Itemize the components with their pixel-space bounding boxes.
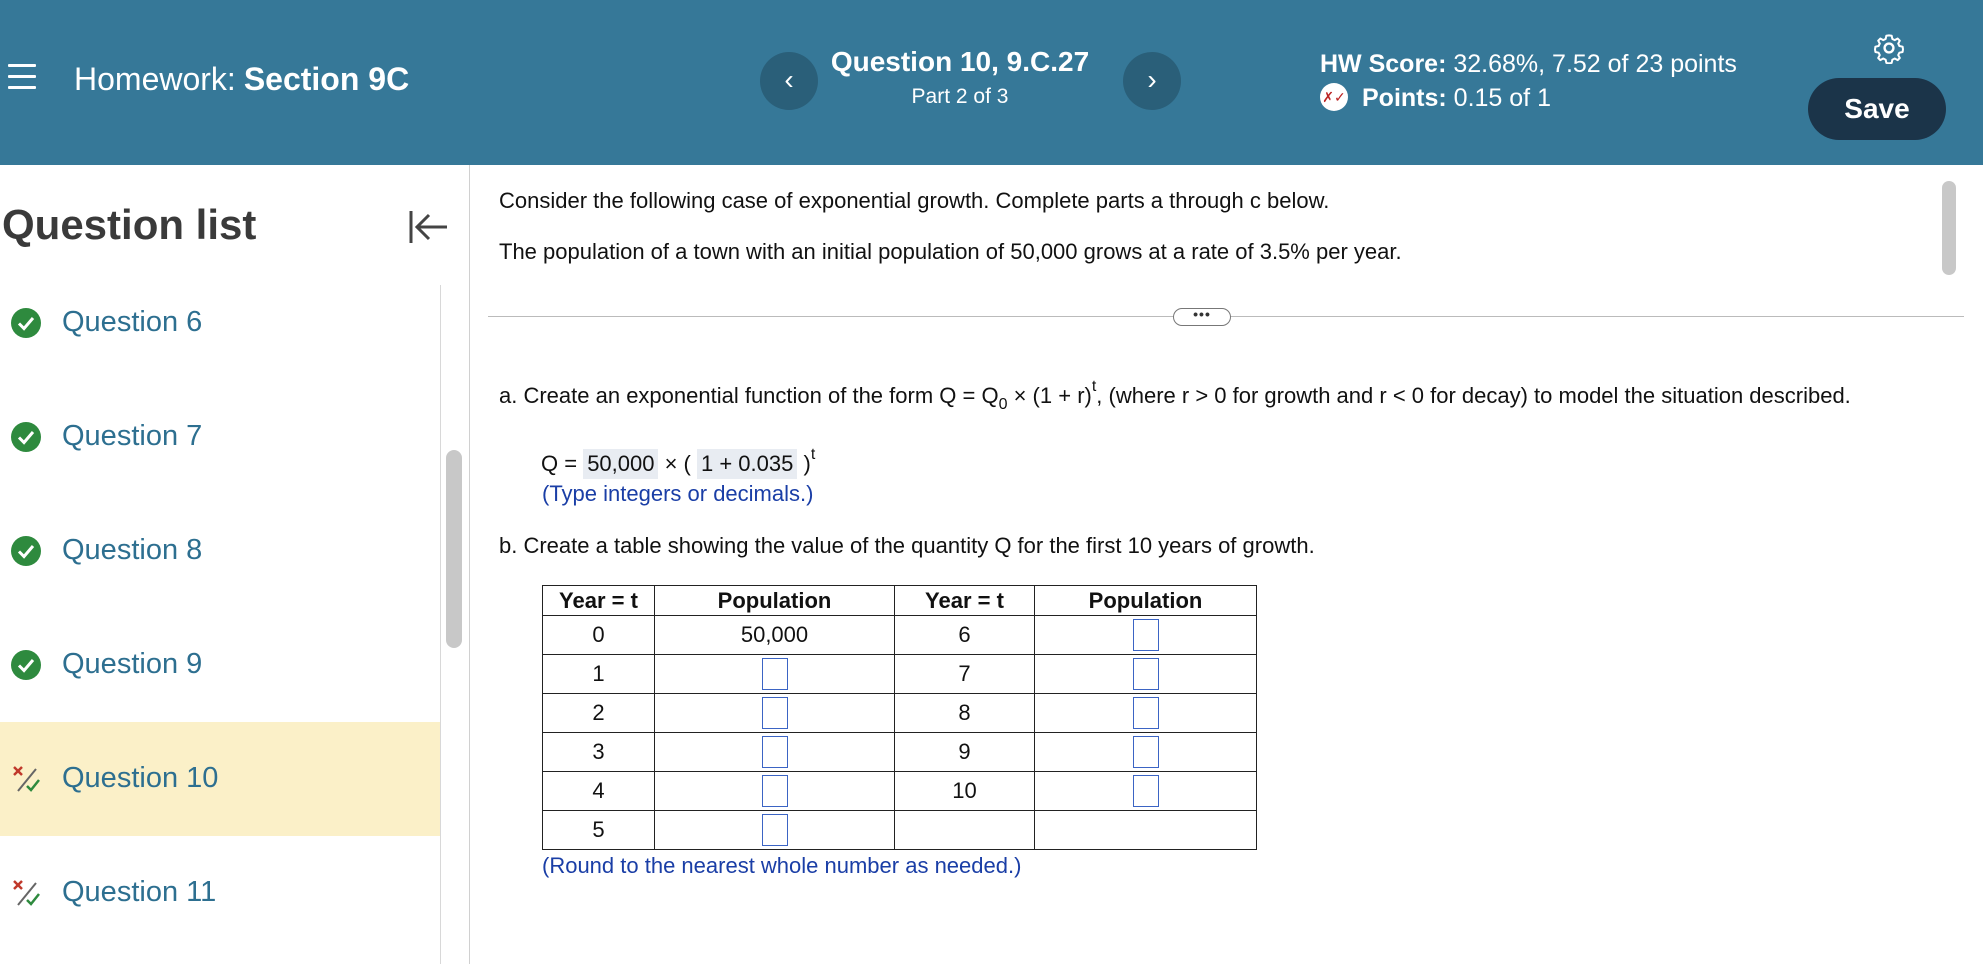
- population-input-year-6[interactable]: [1133, 619, 1159, 651]
- question-list-sidebar: [0, 165, 440, 964]
- expand-more-button[interactable]: •••: [1173, 308, 1231, 326]
- question-list-item-6[interactable]: [0, 266, 440, 380]
- question-scenario: The population of a town with an initial population of 50,000 grows at a rate of 3.5% per year.: [499, 239, 1402, 264]
- population-cell: [1035, 616, 1257, 655]
- population-cell: [655, 694, 895, 733]
- year-cell: 10: [895, 772, 1035, 811]
- partial-credit-icon: ✗✓: [1320, 83, 1348, 111]
- top-header: [0, 0, 1983, 165]
- population-cell: [1035, 694, 1257, 733]
- part-a-text: × (1 + r): [1007, 383, 1092, 408]
- year-cell: 7: [895, 655, 1035, 694]
- question-label: Question 11: [62, 876, 217, 908]
- homework-title: [74, 61, 409, 98]
- question-title: Question 10, 9.C.27: [830, 46, 1090, 77]
- partial-credit-icon: [10, 763, 42, 795]
- table-header: Population: [1035, 586, 1257, 616]
- empty-cell: [1035, 811, 1257, 850]
- equation-exponent: t: [810, 446, 816, 463]
- population-input-year-9[interactable]: [1133, 736, 1159, 768]
- prev-question-button[interactable]: ‹: [760, 52, 818, 110]
- population-cell: [1035, 772, 1257, 811]
- population-input-year-10[interactable]: [1133, 775, 1159, 807]
- growth-factor-answer[interactable]: 1 + 0.035: [697, 449, 797, 479]
- population-cell: [655, 655, 895, 694]
- population-cell: [655, 733, 895, 772]
- section-name: Section 9C: [243, 61, 410, 97]
- population-input-year-7[interactable]: [1133, 658, 1159, 690]
- population-cell: [655, 811, 895, 850]
- sidebar-scrollbar[interactable]: [446, 450, 462, 648]
- year-cell: 3: [543, 733, 655, 772]
- year-cell: 0: [543, 616, 655, 655]
- equation-text: Q =: [541, 451, 584, 476]
- question-part: Part 2 of 3: [911, 85, 1009, 108]
- part-a-subscript: 0: [998, 396, 1008, 413]
- question-label: Question 9: [62, 648, 203, 680]
- equation-text: ): [797, 451, 811, 476]
- collapse-sidebar-icon[interactable]: [405, 205, 449, 249]
- part-a-hint: (Type integers or decimals.): [542, 481, 814, 506]
- hw-score-label: HW Score:: [1320, 50, 1447, 78]
- table-row: [543, 616, 1257, 655]
- table-row: [543, 733, 1257, 772]
- year-cell: 9: [895, 733, 1035, 772]
- hw-score-value: 32.68%, 7.52 of 23 points: [1453, 50, 1737, 78]
- table-header-row: [543, 586, 1257, 616]
- question-content: [470, 165, 1986, 964]
- year-cell: 8: [895, 694, 1035, 733]
- part-b-prompt: b. Create a table showing the value of the quantity Q for the first 10 years of growth.: [499, 533, 1315, 558]
- question-list: [0, 285, 441, 964]
- partial-credit-icon: [10, 877, 42, 909]
- population-cell: [1035, 655, 1257, 694]
- part-a-answer-equation: [541, 446, 815, 479]
- equation-text: × (: [658, 451, 697, 476]
- check-circle-icon: [10, 649, 42, 681]
- question-list-item-10[interactable]: [0, 722, 440, 836]
- population-input-year-3[interactable]: [762, 736, 788, 768]
- population-input-year-5[interactable]: [762, 814, 788, 846]
- year-cell: 2: [543, 694, 655, 733]
- population-input-year-1[interactable]: [762, 658, 788, 690]
- question-label: Question 8: [62, 534, 203, 566]
- population-input-year-2[interactable]: [762, 697, 788, 729]
- question-list-item-9[interactable]: [0, 608, 440, 722]
- settings-gear-icon[interactable]: [1873, 32, 1905, 64]
- table-header: Year = t: [895, 586, 1035, 616]
- year-cell: 4: [543, 772, 655, 811]
- table-row: [543, 655, 1257, 694]
- population-cell: [1035, 733, 1257, 772]
- points-value: 0.15 of 1: [1453, 84, 1551, 112]
- check-circle-icon: [10, 307, 42, 339]
- save-button[interactable]: Save: [1808, 78, 1946, 140]
- question-list-item-7[interactable]: [0, 380, 440, 494]
- question-label: Question 6: [62, 306, 203, 338]
- question-list-title: Question list: [2, 201, 257, 248]
- year-cell: 5: [543, 811, 655, 850]
- year-cell: 6: [895, 616, 1035, 655]
- empty-cell: [895, 811, 1035, 850]
- population-cell: 50,000: [655, 616, 895, 655]
- points: [1320, 84, 1551, 113]
- check-circle-icon: [10, 421, 42, 453]
- part-a-superscript: t: [1091, 378, 1097, 395]
- table-row: [543, 811, 1257, 850]
- question-label: Question 10: [62, 762, 219, 794]
- part-a-prompt: [499, 378, 1851, 414]
- table-header: Population: [655, 586, 895, 616]
- population-table: [542, 585, 1257, 850]
- homework-label: Homework:: [74, 61, 236, 97]
- next-question-button[interactable]: ›: [1123, 52, 1181, 110]
- part-a-text: a. Create an exponential function of the form Q = Q: [499, 383, 999, 408]
- question-intro: Consider the following case of exponential growth. Complete parts a through c below.: [499, 188, 1330, 213]
- part-a-text: , (where r > 0 for growth and r < 0 for decay) to model the situation described.: [1096, 383, 1851, 408]
- part-b-hint: (Round to the nearest whole number as needed.): [542, 853, 1022, 878]
- question-list-item-8[interactable]: [0, 494, 440, 608]
- table-row: [543, 772, 1257, 811]
- year-cell: 1: [543, 655, 655, 694]
- population-input-year-4[interactable]: [762, 775, 788, 807]
- menu-icon[interactable]: [8, 64, 36, 90]
- table-header: Year = t: [543, 586, 655, 616]
- population-input-year-8[interactable]: [1133, 697, 1159, 729]
- content-scrollbar[interactable]: [1942, 181, 1956, 275]
- points-label: Points:: [1362, 84, 1447, 112]
- hw-score: [1320, 50, 1737, 79]
- table-row: [543, 694, 1257, 733]
- question-label: Question 7: [62, 420, 203, 452]
- initial-value-answer[interactable]: 50,000: [583, 449, 658, 479]
- population-cell: [655, 772, 895, 811]
- check-circle-icon: [10, 535, 42, 567]
- question-list-item-11[interactable]: [0, 836, 440, 950]
